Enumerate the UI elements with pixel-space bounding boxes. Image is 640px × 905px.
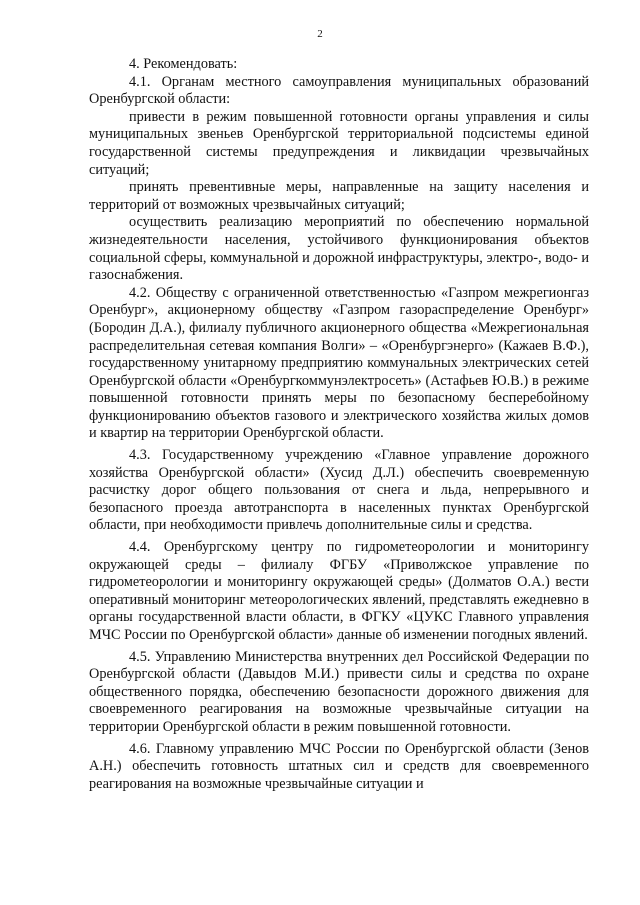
paragraph-4-1-preventive: принять превентивные меры, направленные на защиту населения и территорий от возможных чрезвычайных ситуаций;	[89, 179, 589, 213]
paragraph-4-3: 4.3. Государственному учреждению «Главное управление дорожного хозяйства Оренбургской области» (Хусид Д.Л.) обеспечить своевременную расчистку дорог общего пользования от снега и льда, непрерывного и безопасного проезда автотранспорта в населенных пунктах Оренбургской области, при необходимости привлечь дополнительные силы и средства.	[89, 447, 589, 534]
document-body	[89, 56, 589, 793]
paragraph-4-1-activities: осуществить реализацию мероприятий по обеспечению нормальной жизнедеятельности населения, устойчивого функционирования объектов социальной сферы, коммунальной и дорожной инфраструктуры, электро-, водо- и газоснабжения.	[89, 214, 589, 284]
paragraph-4-1: 4.1. Органам местного самоуправления муниципальных образований Оренбургской области:	[89, 73, 589, 108]
paragraph-4-heading: 4. Рекомендовать:	[129, 56, 238, 72]
paragraph-4-2: 4.2. Обществу с ограниченной ответственностью «Газпром межрегионгаз Оренбург», акционерному обществу «Газпром газораспределение Оренбург» (Бородин Д.А.), филиалу публичного акционерного общества «Межрегиональная распределительная сетевая компания Волги» – «Оренбургэнерго» (Кажаев В.Ф.), государственному унитарному предприятию коммунальных электрических сетей Оренбургской области «Оренбургкоммунэлектросеть» (Астафьев Ю.В.) в режиме повышенной готовности принять меры по безопасному бесперебойному функционированию объектов газового и электрического хозяйства жилых домов и квартир на территории Оренбургской области.	[89, 284, 589, 442]
paragraph-4-5: 4.5. Управлению Министерства внутренних дел Российской Федерации по Оренбургской области (Давыдов М.И.) привести силы и средства по охране общественного порядка, обеспечению безопасности дорожного движения для своевременного реагирования на возможные чрезвычайные ситуации на территории Оренбургской области в режим повышенной готовности.	[89, 648, 589, 735]
paragraph-4-4: 4.4. Оренбургскому центру по гидрометеорологии и мониторингу окружающей среды – филиалу ФГБУ «Приволжское управление по гидрометеорологии и мониторингу окружающей среды» (Долматов О.А.) вести оперативный мониторинг метеорологических явлений, представлять ежедневно в органы государственной власти области, в ФГКУ «ЦУКС Главного управления МЧС России по Оренбургской области» данные об изменении погодных явлений.	[89, 539, 589, 643]
paragraph-4-1-readiness: привести в режим повышенной готовности органы управления и силы муниципальных звеньев Оренбургской территориальной подсистемы единой государственной системы предупреждения и ликвидации чрезвычайных ситуаций;	[89, 108, 589, 178]
paragraph-4-6: 4.6. Главному управлению МЧС России по Оренбургской области (Зенов А.Н.) обеспечить готовность штатных сил и средств для своевременного реагирования на возможные чрезвычайные ситуации и	[89, 740, 589, 792]
page-number: 2	[317, 28, 323, 40]
